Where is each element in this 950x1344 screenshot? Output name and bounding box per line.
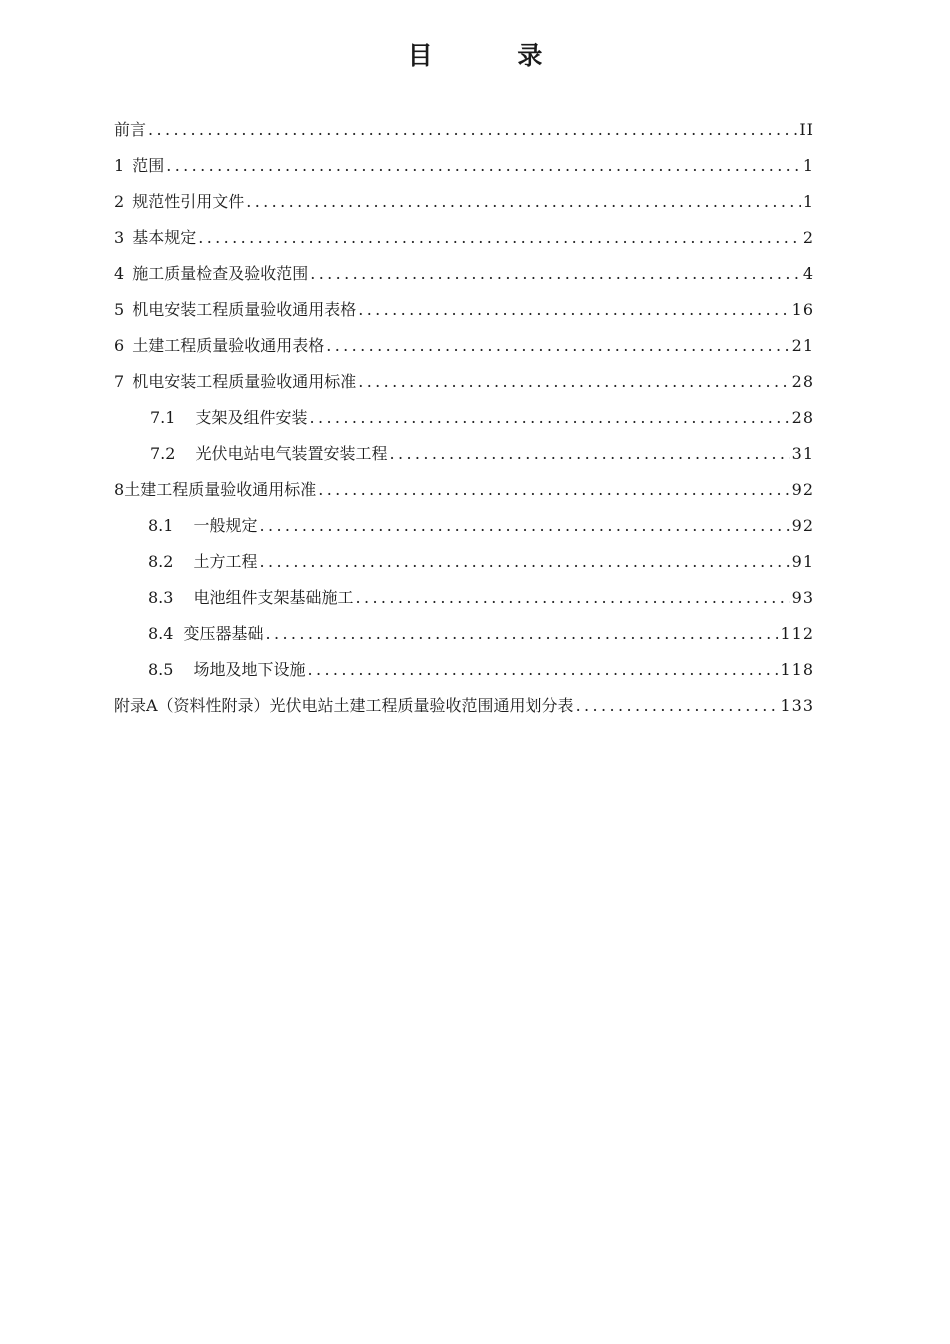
toc-section-number: 8.2 [148, 552, 174, 571]
toc-section-number: 2 [114, 192, 125, 211]
toc-leader-dots [358, 292, 789, 328]
toc-section-number: 7 [114, 372, 125, 391]
toc-entry-8-1[interactable] [114, 508, 814, 544]
toc-section-number: 3 [114, 228, 125, 247]
toc-section-number: 8.1 [148, 516, 174, 535]
toc-leader-dots [265, 616, 778, 652]
toc-entry-1[interactable] [114, 148, 814, 184]
toc-leader-dots [198, 220, 801, 256]
toc-section-number: 5 [114, 300, 125, 319]
toc-entry-label: 1 范围 [114, 156, 165, 175]
toc-section-number: 4 [114, 264, 125, 283]
toc-entry-label: 附录A（资料性附录）光伏电站土建工程质量验收范围通用划分表 [114, 696, 574, 715]
toc-page-number: 118 [780, 660, 814, 679]
toc-entry-label: 2 规范性引用文件 [114, 192, 245, 211]
toc-leader-dots [309, 400, 789, 436]
toc-section-number: 8.3 [148, 588, 174, 607]
toc-page-number: 112 [780, 624, 814, 643]
toc-entry-label: 5 机电安装工程质量验收通用表格 [114, 300, 357, 319]
toc-leader-dots [310, 256, 801, 292]
toc-entry-label: 7.1 支架及组件安装 [150, 408, 308, 427]
toc-page-number: 1 [802, 192, 814, 211]
toc-leader-dots [576, 688, 779, 724]
toc-leader-dots [358, 364, 789, 400]
toc-entry-5[interactable] [114, 292, 814, 328]
toc-page-number: 91 [791, 552, 814, 571]
table-of-contents [114, 112, 814, 724]
toc-entry-label: 7.2 光伏电站电气装置安装工程 [150, 444, 388, 463]
toc-entry-label: 前言 [114, 120, 147, 139]
toc-entry-8-4[interactable] [114, 616, 814, 652]
toc-entry-3[interactable] [114, 220, 814, 256]
toc-section-number: 8.5 [148, 660, 174, 679]
toc-leader-dots [326, 328, 789, 364]
toc-page-number: 28 [791, 408, 814, 427]
toc-page-number: II [799, 120, 814, 139]
toc-entry-7-2[interactable] [114, 436, 814, 472]
toc-entry-appendix-a[interactable] [114, 688, 814, 724]
toc-page-number: 21 [791, 336, 814, 355]
toc-page-number: 16 [791, 300, 814, 319]
toc-page-number: 2 [802, 228, 814, 247]
toc-section-number: 8 [114, 480, 125, 499]
toc-page-number: 92 [791, 516, 814, 535]
toc-leader-dots [259, 508, 789, 544]
toc-page-number: 93 [791, 588, 814, 607]
toc-entry-label: 8.4 变压器基础 [148, 624, 264, 643]
toc-leader-dots [355, 580, 789, 616]
toc-entry-6[interactable] [114, 328, 814, 364]
toc-leader-dots [318, 472, 789, 508]
toc-leader-dots [259, 544, 789, 580]
toc-entry-8-5[interactable] [114, 652, 814, 688]
toc-entry-7[interactable] [114, 364, 814, 400]
toc-entry-label: 6 土建工程质量验收通用表格 [114, 336, 325, 355]
toc-page-number: 28 [791, 372, 814, 391]
toc-entry-label: 8.5 场地及地下设施 [148, 660, 306, 679]
toc-leader-dots [148, 112, 797, 148]
toc-entry-label: 8土建工程质量验收通用标准 [114, 480, 317, 499]
toc-section-number: 8.4 [148, 624, 174, 643]
toc-section-number: 6 [114, 336, 125, 355]
toc-page-number: 4 [802, 264, 814, 283]
toc-title: 目 录 [407, 41, 581, 70]
toc-section-number: 1 [114, 156, 125, 175]
toc-entry-8-3[interactable] [114, 580, 814, 616]
toc-leader-dots [389, 436, 789, 472]
toc-entry-8-2[interactable] [114, 544, 814, 580]
toc-page-number: 133 [780, 696, 814, 715]
toc-section-number: 7.2 [150, 444, 176, 463]
toc-entry-label: 8.2 土方工程 [148, 552, 258, 571]
toc-page-number: 31 [791, 444, 814, 463]
toc-entry-8[interactable] [114, 472, 814, 508]
toc-entry-2[interactable] [114, 184, 814, 220]
toc-page-number: 92 [791, 480, 814, 499]
toc-entry-7-1[interactable] [114, 400, 814, 436]
toc-entry-label: 8.1 一般规定 [148, 516, 258, 535]
toc-entry-label: 4 施工质量检查及验收范围 [114, 264, 309, 283]
toc-entry-foreword[interactable] [114, 112, 814, 148]
toc-page-number: 1 [802, 156, 814, 175]
toc-leader-dots [246, 184, 801, 220]
toc-entry-label: 8.3 电池组件支架基础施工 [148, 588, 354, 607]
toc-leader-dots [307, 652, 778, 688]
toc-entry-label: 3 基本规定 [114, 228, 197, 247]
toc-entry-4[interactable] [114, 256, 814, 292]
toc-section-number: 7.1 [150, 408, 176, 427]
toc-entry-label: 7 机电安装工程质量验收通用标准 [114, 372, 357, 391]
toc-leader-dots [166, 148, 801, 184]
